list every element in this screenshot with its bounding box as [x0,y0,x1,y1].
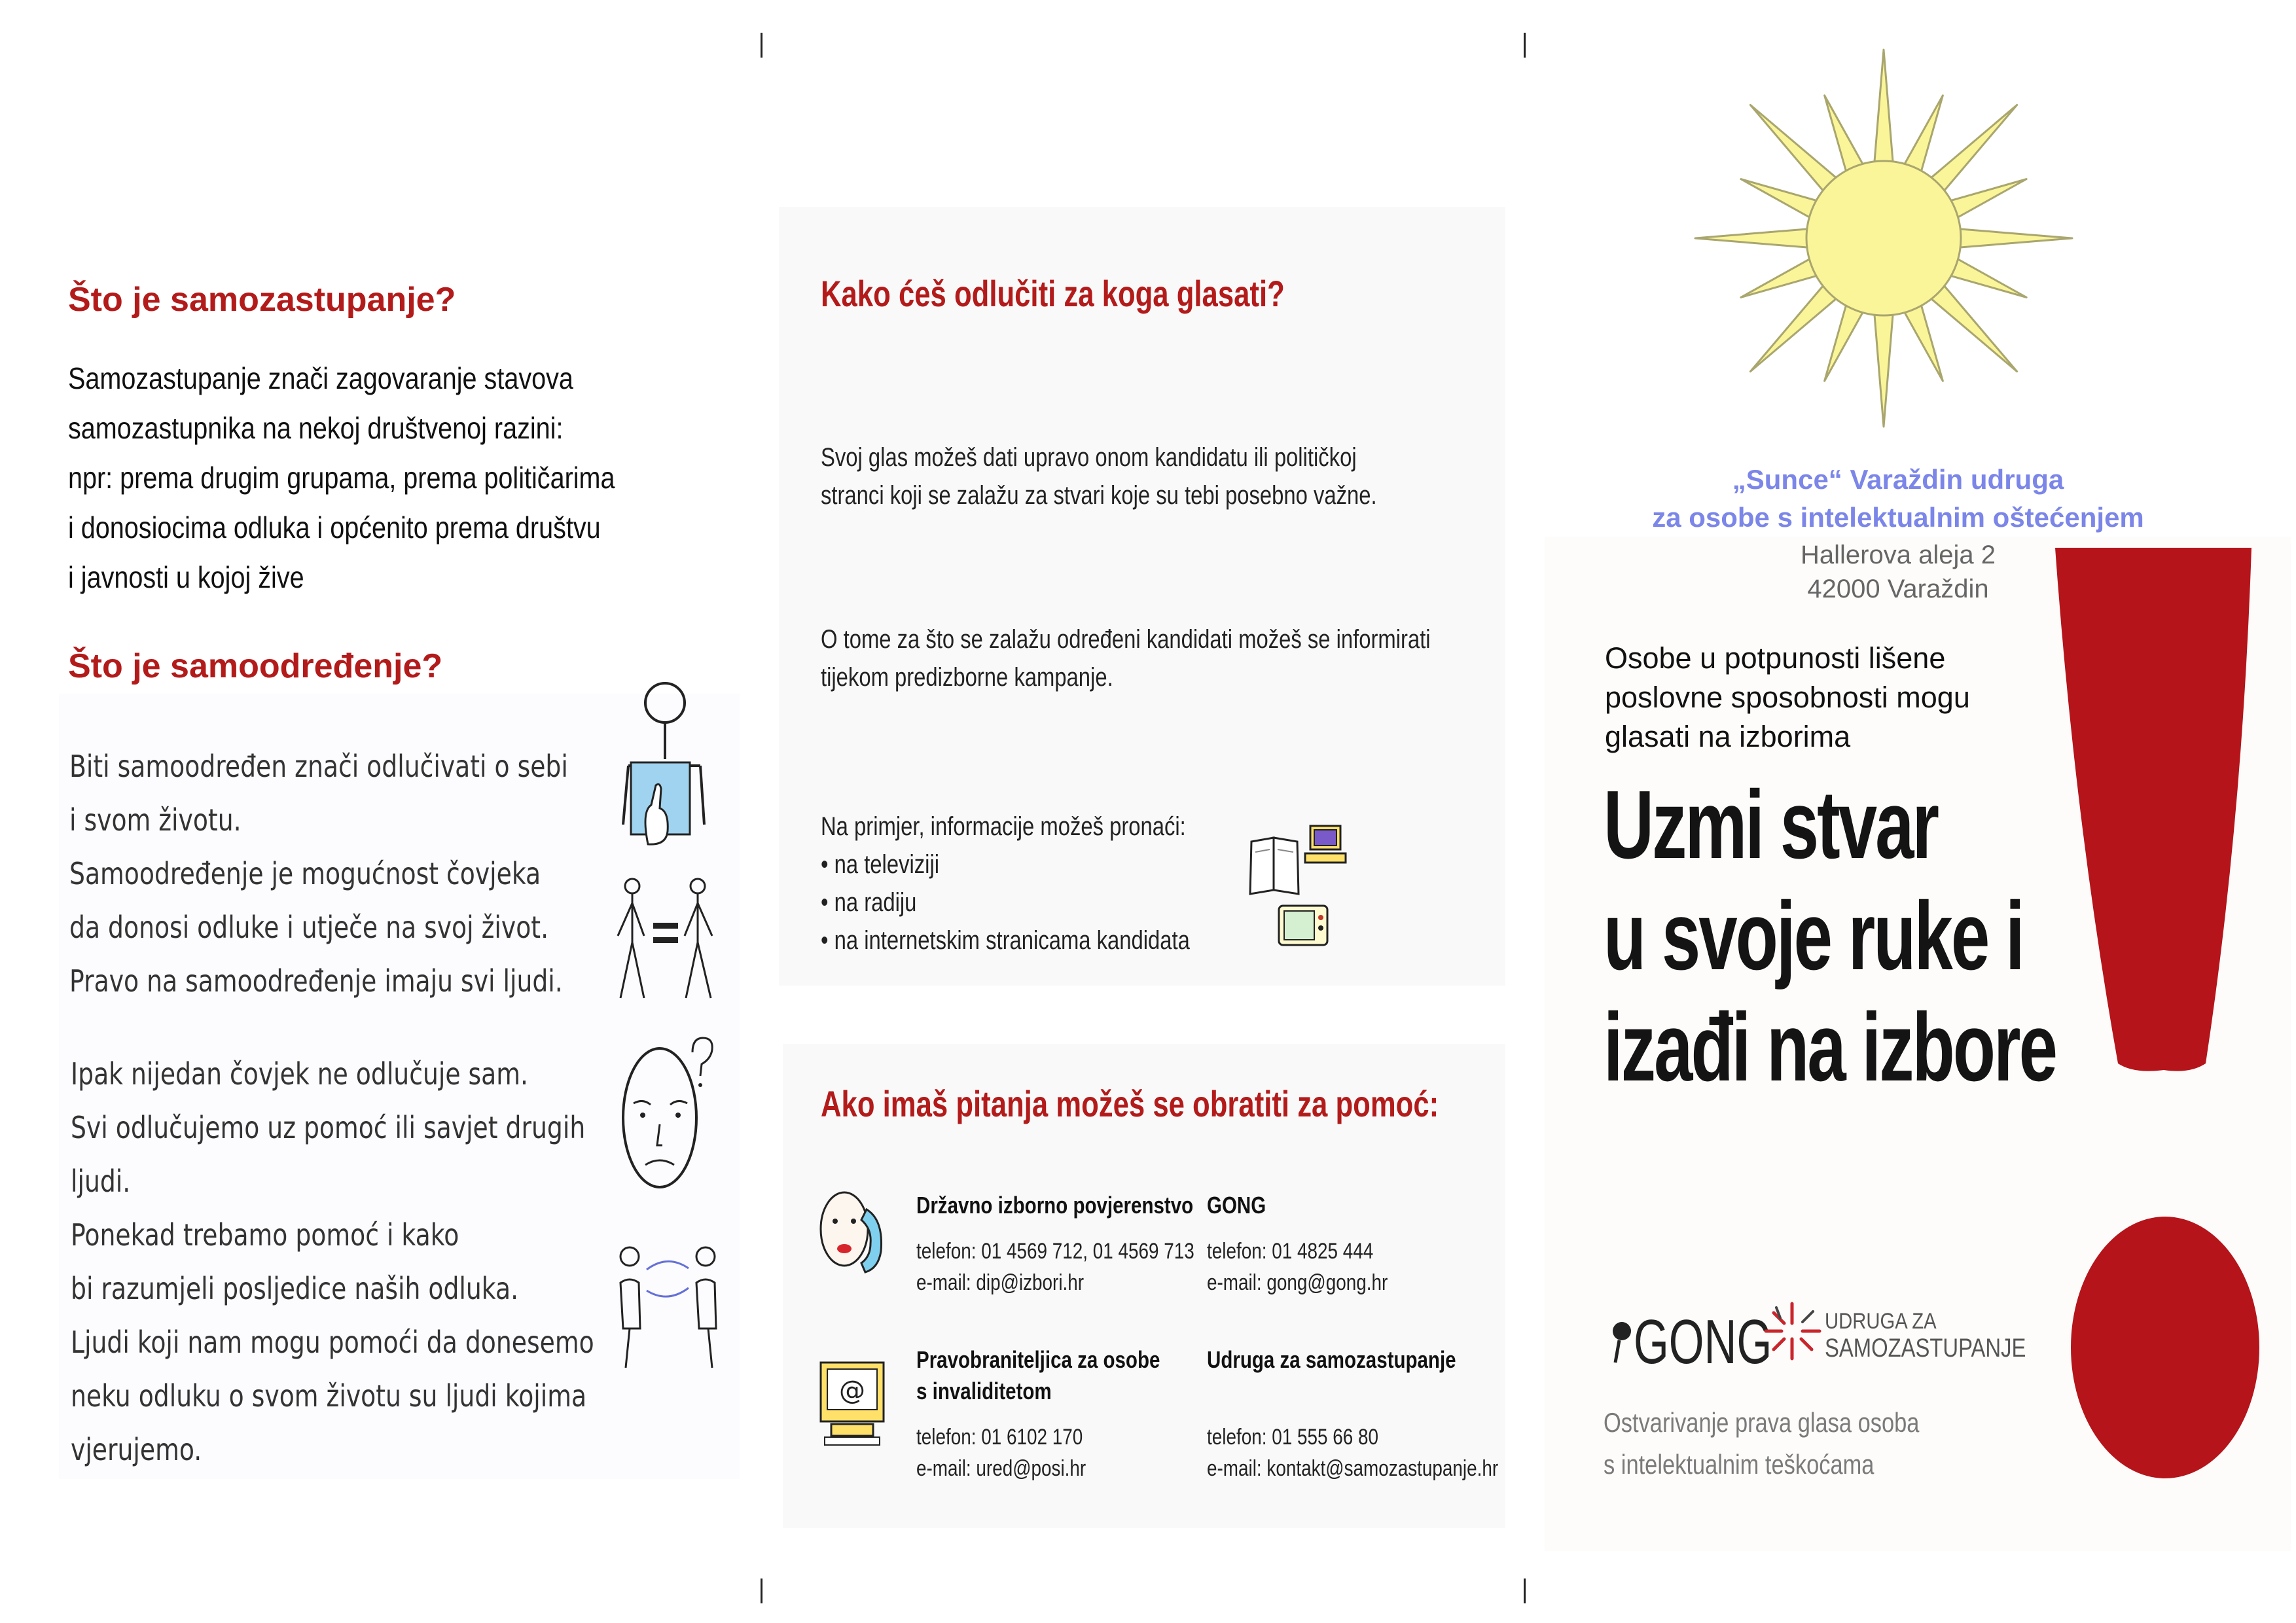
list-item: • na radiju [821,888,917,917]
contact-title: Državno izborno povjerenstvo [916,1192,1194,1219]
contact-title: GONG [1207,1192,1266,1219]
headline-line: u svoje ruke i [1604,882,2023,990]
sun-logo-icon [1681,46,2087,432]
sun-ray [1741,257,1820,297]
contact-card [1207,1190,1427,1298]
udruga-logo-line: UDRUGA ZA [1825,1309,1937,1334]
contact-email[interactable]: e-mail: dip@izbori.hr [916,1270,1085,1295]
text-line: stranci koji se zalažu za stvari koje su tebi posebno važne. [821,481,1377,510]
sun-ray [1947,179,2026,219]
heading-how-to-decide: Kako ćeš odlučiti za koga glasati? [821,273,1285,314]
paragraph-campaign [821,620,1564,696]
headline [1604,770,2232,1103]
svg-text:@: @ [839,1376,865,1406]
text-line: Biti samoodređen znači odlučivati o sebi [69,749,568,784]
contact-card [916,1344,1213,1484]
television-icon [1279,906,1327,945]
text-line: tijekom predizborne kampanje. [821,663,1113,692]
computer-icon [1305,826,1346,863]
person-pointing-icon [615,674,720,857]
sun-ray [1947,257,2026,297]
text-line: bi razumjeli posljedice naših odluka. [71,1271,519,1306]
sun-ray [1928,105,2017,193]
gong-logo-text: GONG [1634,1307,1772,1377]
contact-phone: telefon: 01 4825 444 [1207,1239,1374,1264]
sun-ray [1928,283,2017,371]
udruga-logo-line: SAMOZASTUPANJE [1825,1334,2026,1363]
org-name-line: „Sunce“ Varaždin udruga [1732,464,2064,495]
sun-ray [1903,302,1943,381]
text-line: i donosiocima odluka i općenito prema društvu [68,510,601,544]
sun-ray [1874,311,1893,427]
sun-ray [1741,179,1820,219]
text-line: Ostvarivanje prava glasa osoba [1604,1407,1920,1438]
fold-mark-top-left [761,33,762,58]
contact-title: s invaliditetom [916,1378,1052,1404]
fold-mark-bottom-right [1524,1578,1526,1603]
list-item: • na internetskim stranicama kandidata [821,926,1190,955]
text-line: glasati na izborima [1605,720,1851,753]
text-line: Pravo na samoodređenje imaju svi ljudi. [69,963,563,999]
media-icons [1247,822,1352,953]
address-line: Hallerova aleja 2 [1801,541,1996,569]
sun-ray [1750,283,1839,371]
text-line: Svi odlučujemo uz pomoć ili savjet drugih [71,1110,586,1145]
text-line: Samoodređenje je mogućnost čovjeka [69,856,541,891]
contact-phone: telefon: 01 6102 170 [916,1425,1083,1450]
text-line: O tome za što se zalažu određeni kandidati možeš se informirati [821,625,1431,654]
udruga-burst-icon [1762,1298,1822,1364]
sun-ray [1695,228,1811,247]
contact-phone: telefon: 01 555 66 80 [1207,1425,1378,1450]
sun-ray [1956,228,2072,247]
contact-title: Udruga za samozastupanje [1207,1346,1456,1373]
organization-name [1571,461,2225,537]
text-line: s intelektualnim teškoćama [1604,1449,1874,1480]
fold-mark-top-right [1524,33,1526,58]
text-line: Ljudi koji nam mogu pomoći da donesemo [71,1325,594,1360]
text-line: npr: prema drugim grupama, prema političarima [68,461,615,495]
text-line: da donosi odluke i utječe na svoj život. [69,910,549,945]
list-item: • na televiziji [821,850,940,879]
sun-ray [1903,96,1943,175]
paragraph-self-determination [69,740,677,1008]
sun-ray [1825,302,1865,381]
contact-title: Pravobraniteljica za osobe [916,1346,1160,1373]
sun-ray [1874,50,1893,166]
text-line: Osobe u potpunosti lišene [1605,641,1946,675]
contact-email[interactable]: e-mail: gong@gong.hr [1207,1270,1388,1295]
heading-ask-for-help: Ako imaš pitanja možeš se obratiti za pomoć: [821,1083,1439,1124]
headline-line: Uzmi stvar [1604,771,1938,879]
intro-text [1605,639,1970,757]
contact-email[interactable]: e-mail: ured@posi.hr [916,1456,1086,1481]
text-line: ljudi. [71,1164,131,1199]
text-line: i javnosti u kojoj žive [68,560,304,594]
heading-self-determination: Što je samoodređenje? [68,647,443,685]
sun-ray [1750,105,1839,193]
book-icon [1250,838,1299,894]
gong-mark-icon [1607,1317,1634,1369]
text-line: Ponekad trebamo pomoć i kako [71,1217,459,1253]
text-line: i svom životu. [69,802,242,838]
text-line: samozastupnika na nekoj društvenoj razini: [68,411,564,445]
contact-card [916,1190,1255,1298]
tagline [1604,1402,1988,1486]
phone-face-icon [816,1183,888,1294]
text-line: Na primjer, informacije možeš pronaći: [821,812,1186,841]
text-line: Ipak nijedan čovjek ne odlučuje sam. [71,1056,529,1092]
text-line: neku odluku o svom životu su ljudi kojima [71,1378,587,1414]
text-line: Svoj glas možeš dati upravo onom kandidatu ili političkoj [821,443,1357,472]
email-computer-icon [817,1359,889,1450]
contact-card [1207,1344,1562,1484]
text-line: Samozastupanje znači zagovaranje stavova [68,361,573,395]
equal-people-icon [614,877,719,1008]
contact-phone: telefon: 01 4569 712, 01 4569 713 [916,1239,1194,1264]
gong-logo[interactable] [1607,1302,1772,1381]
contact-email[interactable]: e-mail: kontakt@samozastupanje.hr [1207,1456,1499,1481]
headline-line: izađi na izbore [1604,993,2056,1101]
paragraph-support [71,1047,709,1476]
fold-mark-bottom-left [761,1578,762,1603]
info-sources-list [821,808,1271,959]
text-line: poslovne sposobnosti mogu [1605,681,1970,714]
text-line: vjerujemo. [71,1432,202,1467]
org-name-line: za osobe s intelektualnim oštećenjem [1652,502,2144,533]
address-line: 42000 Varaždin [1807,575,1989,603]
two-people-talking-icon [617,1230,721,1374]
sun-ray [1825,96,1865,175]
heading-self-advocacy: Što je samozastupanje? [68,281,456,319]
paragraph-vote-choice [821,438,1499,514]
udruga-logo[interactable] [1762,1292,2024,1383]
thinking-face-icon [619,1033,717,1196]
paragraph-self-advocacy [68,353,704,602]
